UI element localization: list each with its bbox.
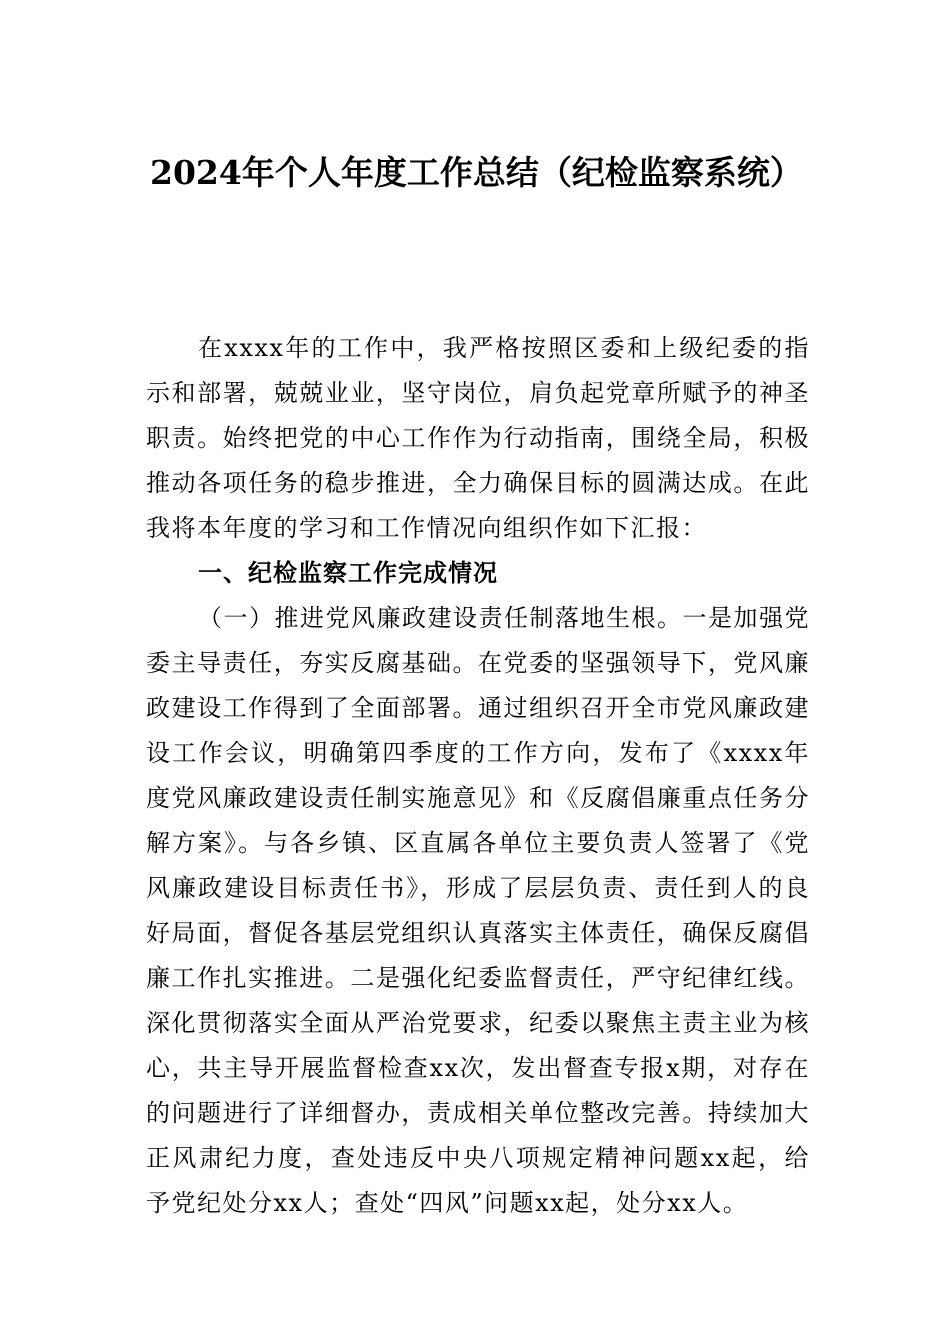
intro-paragraph: 在xxxx年的工作中，我严格按照区委和上级纪委的指示和部署，兢兢业业，坚守岗位，肩负起党章所赋予的神圣职责。始终把党的中心工作作为行动指南，围绕全局，积极推动各项任务的稳步推进，全力确保目标的圆满达成。在此我将本年度的学习和工作情况向组织作如下汇报： — [146, 334, 810, 542]
section-paragraph: （一）推进党风廉政建设责任制落地生根。一是加强党委主导责任，夯实反腐基础。在党委的坚强领导下，党风廉政建设工作得到了全面部署。通过组织召开全市党风廉政建设工作会议，明确第四季度的工作方向，发布了《xxxx年度党风廉政建设责任制实施意见》和《反腐倡廉重点任务分解方案》。与各乡镇、区直属各单位主要负责人签署了《党风廉政建设目标责任书》，形成了层层负责、责任到人的良好局面，督促各基层党组织认真落实主体责任，确保反腐倡廉工作扎实推进。二是强化纪委监督责任，严守纪律红线。深化贯彻落实全面从严治党要求，纪委以聚焦主责主业为核心，共主导开展监督检查xx次，发出督查专报x期，对存在的问题进行了详细督办，责成相关单位整改完善。持续加大正风肃纪力度，查处违反中央八项规定精神问题xx起，给予党纪处分xx人；查处“四风”问题xx起，处分xx人。 — [146, 604, 810, 1217]
document-title: 2024年个人年度工作总结（纪检监察系统） — [150, 153, 803, 192]
section-heading: 一、纪检监察工作完成情况 — [198, 559, 498, 587]
document-body — [146, 326, 810, 1226]
